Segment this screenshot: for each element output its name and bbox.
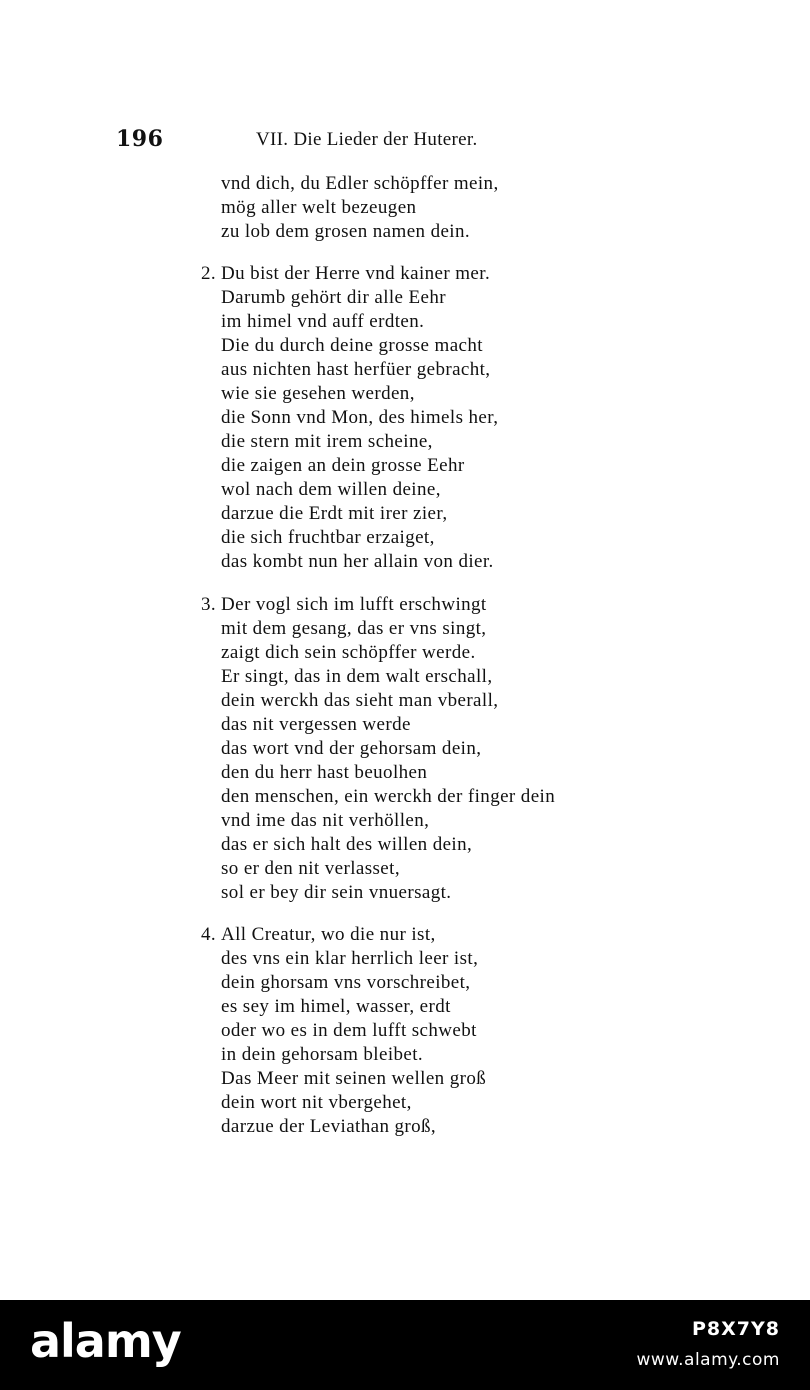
stock-watermark-bar — [0, 1300, 810, 1390]
site-url: www.alamy.com — [636, 1350, 780, 1370]
running-head: VII. Die Lieder der Huterer. — [256, 129, 478, 150]
verse-line-text: All Creatur, wo die nur ist, — [221, 924, 436, 945]
verse-line-text: Der vogl sich im lufft erschwingt — [221, 594, 487, 615]
verse-line: zu lob dem grosen namen dein. — [221, 221, 471, 242]
verse-line: dein werckh das sieht man vberall, — [221, 690, 499, 711]
verse-line: vnd ime das nit verhöllen, — [221, 810, 430, 831]
verse-line: zaigt dich sein schöpffer werde. — [221, 642, 476, 663]
verse-line: die stern mit irem scheine, — [221, 431, 433, 452]
verse-line: in dein gehorsam bleibet. — [221, 1044, 424, 1065]
stanza-number: 4. — [201, 924, 217, 945]
verse-line: den du herr hast beuolhen — [221, 762, 428, 783]
verse-line: das nit vergessen werde — [221, 714, 411, 735]
verse-line: es sey im himel, wasser, erdt — [221, 996, 451, 1017]
verse-line: vnd dich, du Edler schöpffer mein, — [221, 173, 499, 194]
page-number: 196 — [116, 126, 164, 152]
verse-line: darzue die Erdt mit irer zier, — [221, 503, 448, 524]
stanza-number: 3. — [201, 594, 217, 615]
verse-line: Das Meer mit seinen wellen groß — [221, 1068, 487, 1089]
verse-line: mit dem gesang, das er vns singt, — [221, 618, 487, 639]
verse-line: wol nach dem willen deine, — [221, 479, 441, 500]
verse-line: die sich fruchtbar erzaiget, — [221, 527, 435, 548]
verse-line: das wort vnd der gehorsam dein, — [221, 738, 482, 759]
verse-line-text: Du bist der Herre vnd kainer mer. — [221, 263, 491, 284]
alamy-logo: alamy — [30, 1314, 181, 1368]
verse-line: Die du durch deine grosse macht — [221, 335, 483, 356]
verse-line: das er sich halt des willen dein, — [221, 834, 473, 855]
verse-line: des vns ein klar herrlich leer ist, — [221, 948, 479, 969]
verse-line: den menschen, ein werckh der finger dein — [221, 786, 556, 807]
verse-line: darzue der Leviathan groß, — [221, 1116, 437, 1137]
verse-line: aus nichten hast herfüer gebracht, — [221, 359, 491, 380]
verse-line: dein wort nit vbergehet, — [221, 1092, 412, 1113]
verse-line: die zaigen an dein grosse Eehr — [221, 455, 465, 476]
verse-line — [201, 593, 487, 617]
verse-line: wie sie gesehen werden, — [221, 383, 415, 404]
verse-line: so er den nit verlasset, — [221, 858, 400, 879]
verse-line: Er singt, das in dem walt erschall, — [221, 666, 493, 687]
verse-line — [201, 923, 436, 947]
stanza-number: 2. — [201, 263, 217, 284]
verse-line: mög aller welt bezeugen — [221, 197, 417, 218]
verse-line: im himel vnd auff erdten. — [221, 311, 425, 332]
verse-line — [201, 262, 491, 286]
image-id: P8X7Y8 — [692, 1318, 780, 1340]
verse-line: dein ghorsam vns vorschreibet, — [221, 972, 471, 993]
verse-line: Darumb gehört dir alle Eehr — [221, 287, 446, 308]
verse-line: oder wo es in dem lufft schwebt — [221, 1020, 477, 1041]
verse-line: das kombt nun her allain von dier. — [221, 551, 494, 572]
verse-line: sol er bey dir sein vnuersagt. — [221, 882, 452, 903]
verse-line: die Sonn vnd Mon, des himels her, — [221, 407, 499, 428]
